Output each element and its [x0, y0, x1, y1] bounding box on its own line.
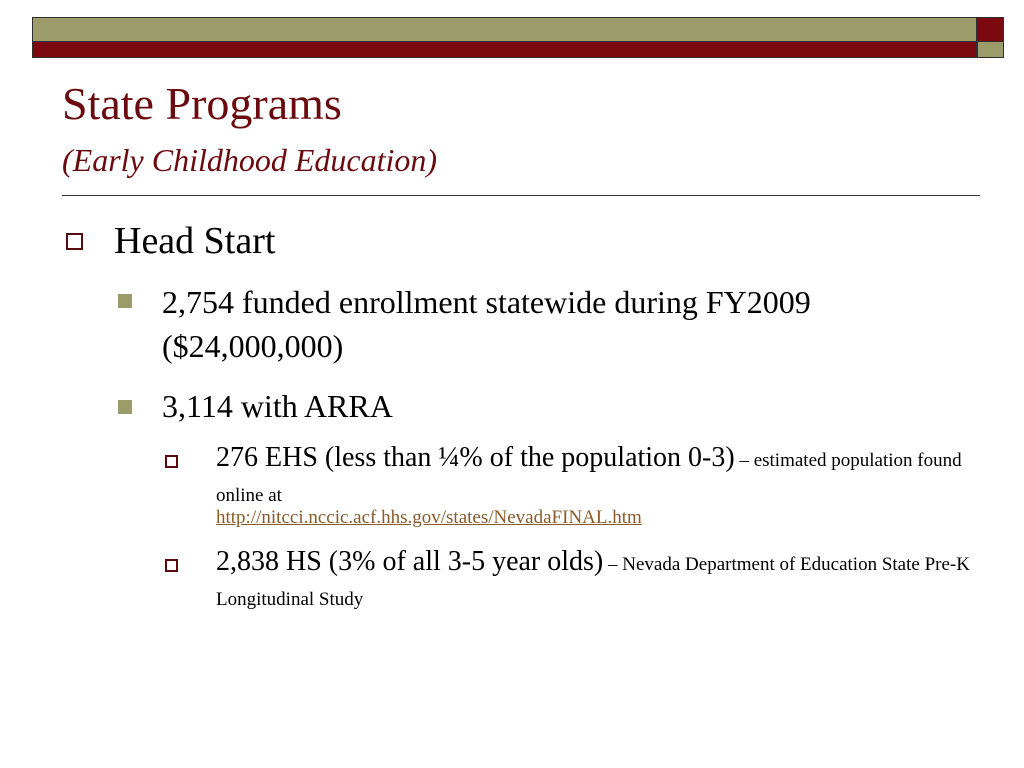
- header-corner-maroon: [977, 17, 1004, 42]
- ehs-main-text: 276 EHS (less than ¼% of the population 0-3): [216, 442, 735, 473]
- hollow-square-bullet-icon: [165, 455, 178, 468]
- solid-square-bullet-icon: [118, 400, 132, 414]
- ehs-link-line: [216, 505, 976, 531]
- bullet-head-start: Head Start: [114, 220, 276, 262]
- hs-main-text: 2,838 HS (3% of all 3-5 year olds): [216, 546, 604, 577]
- bullet-hs: [216, 546, 976, 616]
- hollow-square-bullet-icon: [165, 559, 178, 572]
- header-band-olive: [32, 17, 977, 42]
- hollow-square-bullet-icon: [66, 233, 83, 250]
- header-corner-olive: [977, 42, 1004, 58]
- nevada-final-link[interactable]: http://nitcci.nccic.acf.hhs.gov/states/NevadaFINAL.htm: [216, 507, 642, 528]
- title-divider: [62, 195, 980, 196]
- slide-subtitle: (Early Childhood Education): [62, 142, 438, 178]
- slide-title: State Programs: [62, 78, 342, 129]
- ehs-note-text: – estimated population found online at: [216, 450, 962, 506]
- header-band-maroon: [32, 42, 977, 58]
- bullet-ehs: [216, 442, 976, 512]
- solid-square-bullet-icon: [118, 294, 132, 308]
- hs-note-text: – Nevada Department of Education State Pre-K Longitudinal Study: [216, 554, 970, 610]
- bullet-arra: 3,114 with ARRA: [162, 388, 393, 424]
- bullet-funded-enrollment: 2,754 funded enrollment statewide during FY2009 ($24,000,000): [162, 284, 811, 364]
